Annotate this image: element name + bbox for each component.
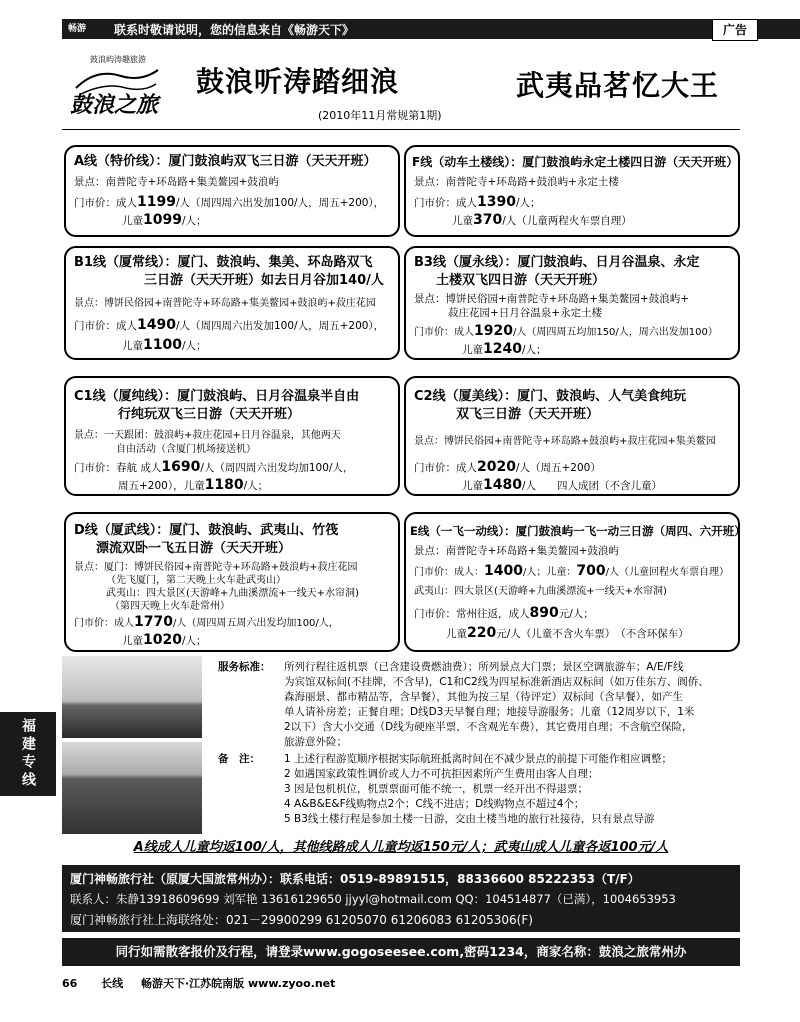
route-e-price-1: 门市价：成人：1400/人；儿童：700/人（儿童回程火车票自理） [414, 563, 729, 579]
service-label: 服务标准： [218, 661, 271, 673]
route-f-box [404, 145, 740, 237]
route-c1-box [64, 376, 400, 496]
notes-lines [284, 752, 672, 827]
route-f-price-child: 儿童370/人（儿童两程火车票自理） [452, 212, 632, 228]
route-d-title: D线（厦武线）：厦门、鼓浪屿、武夷山、竹筏 [74, 523, 339, 538]
route-a-title: A线（特价线）：厦门鼓浪屿双飞三日游（天天开班） [74, 154, 377, 169]
route-b3-title: B3线（厦永线）：厦门鼓浪屿、日月谷温泉、永定 [414, 255, 700, 270]
brand-subtitle: 鼓浪屿涛趣旅游 [90, 55, 146, 64]
company-line-3: 厦门神畅旅行社上海联络处：021－29900299 61205070 61206083 61205306(F) [70, 913, 533, 927]
service-line: 为宾馆双标间(不挂牌，不含早)，C1和C2线为四星标准新酒店双标间（如万佳东方、阆侨、 [284, 676, 709, 688]
route-b1-title-cont: 三日游（天天开班）如去日月谷加140/人 [144, 273, 384, 288]
note-line: 5 B3线土楼行程是参加土楼一日游，交由土楼当地的旅行社接待，只有景点导游 [284, 813, 655, 825]
slogan-right: 武夷品茗忆大王 [516, 69, 720, 102]
route-a-spots: 景点：南普陀寺+环岛路+集美鳌园+鼓浪屿 [74, 176, 279, 188]
route-b3-price-adult: 门市价：成人1920/人（周四周五均加150/人，周六出发加100） [414, 323, 718, 339]
route-b1-box [64, 246, 400, 360]
route-d-price-child: 儿童1020/人； [122, 632, 207, 648]
issue-label: (2010年11月常规第1期) [318, 109, 442, 122]
route-e-price-2: 门市价：常州往返，成人890元/人； [414, 605, 594, 621]
route-c2-spots: 景点：博饼民俗园+南普陀寺+环岛路+鼓浪屿+菽庄花园+集美鳌园 [414, 436, 716, 447]
route-c1-spots: 景点：一天跟团：鼓浪屿+菽庄花园+日月谷温泉，其他两天 [74, 430, 341, 441]
route-f-price-adult: 门市价：成人1390/人； [414, 194, 541, 210]
route-c1-price-child: 周五+200），儿童1180/人； [118, 477, 269, 493]
route-c2-box [404, 376, 740, 496]
route-c2-title-cont: 双飞三日游（天天开班） [456, 407, 600, 422]
ad-tag: 广告 [712, 19, 758, 41]
route-f-spots: 景点：南普陀寺+环岛路+鼓浪屿+永定土楼 [414, 176, 619, 188]
tulou-photo [62, 742, 202, 834]
agent-banner: 同行如需散客报价及行程，请登录www.gogoseesee.com,密码1234，商家名称：鼓浪之旅常州办 [62, 938, 740, 966]
route-b1-title: B1线（厦常线）：厦门、鼓浪屿、集美、环岛路双飞 [74, 255, 373, 270]
brand-name: 鼓浪之旅 [70, 92, 159, 118]
route-b1-price-adult: 门市价：成人1490/人（周四周六出发加100/人，周五+200）， [74, 317, 385, 333]
slogan-left: 鼓浪听涛踏细浪 [196, 65, 400, 98]
route-d-spots: 景点：厦门：博饼民俗园+南普陀寺+环岛路+鼓浪屿+菽庄花园 [74, 562, 358, 573]
route-c1-spots-cont: 自由活动（含厦门机场接送机） [116, 444, 256, 455]
route-d-box [64, 512, 400, 652]
company-contact [62, 865, 740, 932]
route-d-spots-4: （第四天晚上火车赴常州） [110, 601, 230, 612]
route-b3-spots: 景点：博饼民俗园+南普陀寺+环岛路+集美鳌园+鼓浪屿+ [414, 293, 689, 305]
service-lines [284, 660, 709, 750]
route-c1-price-adult: 门市价：春航 成人1690/人（周四周六出发均加100/人， [74, 459, 354, 475]
route-d-spots-3: 武夷山：四大景区(天游峰+九曲溪漂流+一线天+水帘洞) [106, 588, 359, 599]
section-label: 长线 [101, 977, 124, 990]
top-notice: 联系时敬请说明，您的信息来自《畅游天下》 [114, 23, 355, 37]
route-b3-spots-cont: 菽庄花园+日月谷温泉+永定土楼 [448, 307, 603, 319]
route-c2-title: C2线（厦美线）：厦门、鼓浪屿、人气美食纯玩 [414, 389, 687, 404]
service-standards [218, 660, 738, 827]
magazine-name: 畅游天下·江苏皖南版 www.zyoo.net [141, 977, 336, 990]
island-photo [62, 656, 202, 738]
note-line: 4 A&B&E&F线购物点2个；C线不进店；D线购物点不超过4个； [284, 798, 585, 810]
route-c2-price-child: 儿童1480/人 四人成团（不含儿童） [462, 477, 663, 493]
magazine-logo: 畅游 [67, 24, 86, 34]
route-d-price-adult: 门市价：成人1770/人（周四周五周六出发均加100/人， [74, 614, 339, 630]
route-e-price-3: 儿童220元/人（儿童不含火车票） （不含环保车） [446, 625, 689, 641]
route-f-title: F线（动车土楼线）：厦门鼓浪屿永定土楼四日游（天天开班） [412, 155, 739, 169]
route-d-title-cont: 漂流双卧一飞五日游（天天开班） [96, 541, 292, 556]
route-b3-box [404, 246, 740, 360]
notes-label: 备 注： [218, 753, 260, 765]
note-line: 1 上述行程游览顺序根据实际航班抵离时间在不减少景点的前提下可能作相应调整； [284, 753, 673, 765]
page-number: 66 [62, 977, 78, 990]
route-e-wuyi: 武夷山：四大景区(天游峰+九曲溪漂流+一线天+水帘洞) [414, 586, 667, 597]
route-a-price-adult: 门市价：成人1199/人（周四周六出发加100/人，周五+200）， [74, 194, 385, 210]
service-line: 2以下）含大小交通（D线为硬座半票，不含观光车费），其它费用自理；不含航空保险， [284, 721, 693, 733]
route-c1-title-cont: 行纯玩双飞三日游（天天开班） [118, 407, 301, 422]
rebate-banner: A线成人儿童均返100/人，其他线路成人儿童均返150元/人；武夷山成人儿童各返100元/人 [133, 840, 669, 855]
service-line: 旅游意外险； [284, 736, 347, 748]
route-e-box [404, 512, 746, 652]
service-line: 所列行程往返机票（已含建设费燃油费）；所列景点大门票；景区空调旅游车；A/E/F线 [284, 661, 684, 673]
route-e-title: E线（一飞一动线）：厦门鼓浪屿一飞一动三日游（周四、六开班） [410, 524, 746, 538]
route-a-price-child: 儿童1099/人； [122, 212, 207, 228]
route-b1-spots: 景点：博饼民俗园+南普陀寺+环岛路+集美鳌园+鼓浪屿+菽庄花园 [74, 298, 376, 309]
route-b3-price-child: 儿童1240/人； [462, 341, 547, 357]
page-footer [62, 975, 335, 991]
note-line: 3 因是包机机位，机票票面可能不统一，机票一经开出不得退票； [284, 783, 589, 795]
route-b1-price-child: 儿童1100/人； [122, 337, 207, 353]
note-line: 2 如遇国家政策性调价或人力不可抗拒因素所产生费用由客人自理； [284, 768, 599, 780]
route-c1-title: C1线（厦纯线）：厦门鼓浪屿、日月谷温泉半自由 [74, 389, 360, 404]
service-line: 森海丽景、都市精品等，含早餐），其他为按三星（待评定）双标间（含早餐），如产生 [284, 691, 683, 703]
company-line-2: 联系人：朱静13918609699 刘军艳 13616129650 jjyyl@hotmail.com QQ：104514877（已满），1004653953 [70, 892, 676, 906]
top-bar [62, 19, 800, 39]
route-b3-title-cont: 土楼双飞四日游（天天开班） [436, 273, 606, 288]
company-line-1: 厦门神畅旅行社（原厦大国旅常州办）：联系电话：0519-89891515，88336600 85222353（T/F） [70, 872, 640, 886]
service-line: 单人请补房差；正餐自理；D线D3天早餐自理；地接导游服务；儿童（12周岁以下，1米 [284, 706, 695, 718]
route-c2-price-adult: 门市价：成人2020/人（周五+200） [414, 459, 601, 475]
route-d-spots-2: （先飞厦门，第二天晚上火车赴武夷山） [106, 575, 286, 586]
route-e-spots: 景点：南普陀寺+环岛路+集美鳌园+鼓浪屿 [414, 545, 619, 557]
side-tab: 福建专线 [0, 712, 56, 796]
route-a-box [64, 145, 400, 237]
